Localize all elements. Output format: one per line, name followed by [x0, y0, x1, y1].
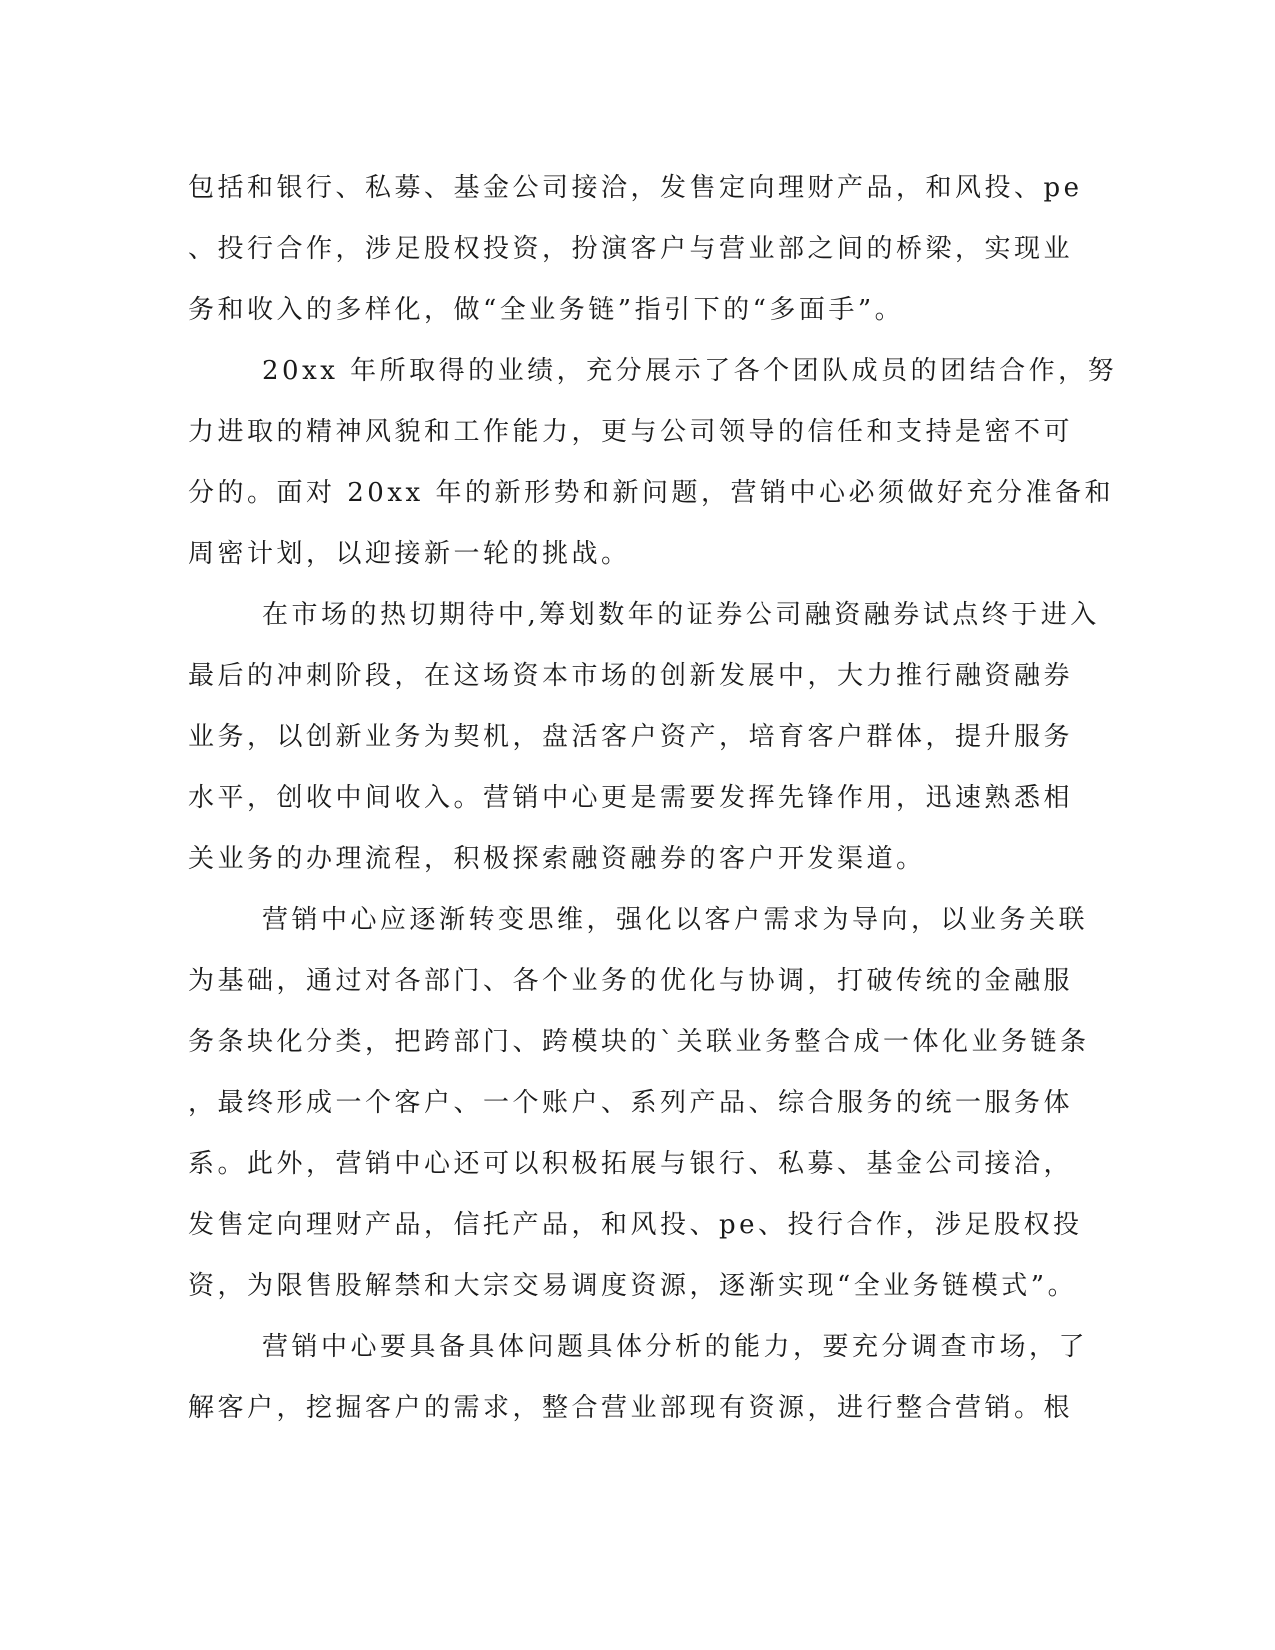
- text-line: 系。此外，营销中心还可以积极拓展与银行、私募、基金公司接洽，: [188, 1149, 1074, 1179]
- text-line: 务条块化分类，把跨部门、跨模块的`关联业务整合成一体化业务链条: [188, 1027, 1090, 1057]
- text-line: 分的。面对 20xx 年的新形势和新问题，营销中心必须做好充分准备和: [188, 478, 1114, 508]
- paragraph-first-line: 营销中心应逐渐转变思维，强化以客户需求为导向，以业务关联: [262, 905, 1089, 935]
- text-line: 力进取的精神风貌和工作能力，更与公司领导的信任和支持是密不可: [188, 417, 1074, 447]
- text-line: 务和收入的多样化，做“全业务链”指引下的“多面手”。: [188, 295, 905, 325]
- paragraph-first-line: 营销中心要具备具体问题具体分析的能力，要充分调查市场，了: [262, 1332, 1089, 1362]
- text-line: 资，为限售股解禁和大宗交易调度资源，逐渐实现“全业务链模式”。: [188, 1271, 1078, 1301]
- document-body: [188, 158, 1118, 1439]
- text-line: 、投行合作，涉足股权投资，扮演客户与营业部之间的桥梁，实现业: [188, 234, 1074, 264]
- paragraph-first-line: 在市场的热切期待中,筹划数年的证券公司融资融券试点终于进入: [262, 600, 1100, 630]
- text-line: 业务，以创新业务为契机，盘活客户资产，培育客户群体，提升服务: [188, 722, 1074, 752]
- text-line: 水平，创收中间收入。营销中心更是需要发挥先锋作用，迅速熟悉相: [188, 783, 1074, 813]
- text-line: 最后的冲刺阶段，在这场资本市场的创新发展中，大力推行融资融券: [188, 661, 1074, 691]
- text-line: 包括和银行、私募、基金公司接洽，发售定向理财产品，和风投、pe: [188, 173, 1083, 203]
- text-line: 关业务的办理流程，积极探索融资融券的客户开发渠道。: [188, 844, 926, 874]
- text-line: 解客户，挖掘客户的需求，整合营业部现有资源，进行整合营销。根: [188, 1393, 1074, 1423]
- text-line: 发售定向理财产品，信托产品，和风投、pe、投行合作，涉足股权投: [188, 1210, 1083, 1240]
- text-line: 为基础，通过对各部门、各个业务的优化与协调，打破传统的金融服: [188, 966, 1074, 996]
- text-line: ，最终形成一个客户、一个账户、系列产品、综合服务的统一服务体: [188, 1088, 1074, 1118]
- text-line: 周密计划，以迎接新一轮的挑战。: [188, 539, 631, 569]
- paragraph-first-line: 20xx 年所取得的业绩，充分展示了各个团队成员的团结合作，努: [262, 356, 1118, 386]
